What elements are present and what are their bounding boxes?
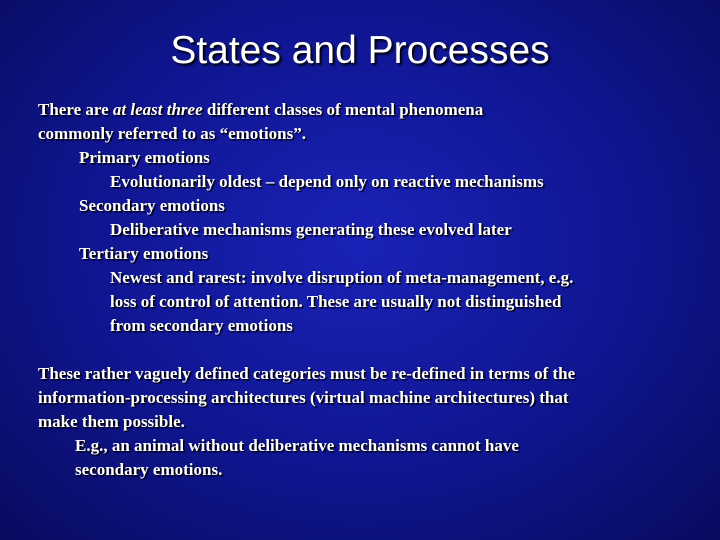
intro-line-1 <box>38 98 698 122</box>
tertiary-emotions-heading: Tertiary emotions <box>79 244 209 263</box>
primary-emotions-description: Evolutionarily oldest – depend only on reactive mechanisms <box>110 172 544 191</box>
intro-emphasis: at least three <box>112 100 203 119</box>
example-line-2: secondary emotions. <box>75 460 223 479</box>
slide-title: States and Processes <box>170 29 550 72</box>
intro-text-post: different classes of mental phenomena <box>202 100 484 119</box>
second-paragraph-line-2: information-processing architectures (virtual machine architectures) that <box>38 388 569 407</box>
tertiary-emotions-description-3: from secondary emotions <box>110 316 293 335</box>
second-paragraph-line-1: These rather vaguely defined categories must be re-defined in terms of the <box>38 364 576 383</box>
example-line-1: E.g., an animal without deliberative mechanisms cannot have <box>75 436 519 455</box>
paragraph-spacer <box>38 338 698 362</box>
intro-text-pre: There are <box>38 100 113 119</box>
secondary-emotions-heading: Secondary emotions <box>79 196 225 215</box>
secondary-emotions-description: Deliberative mechanisms generating these evolved later <box>110 220 512 239</box>
second-paragraph-line-3: make them possible. <box>38 412 185 431</box>
primary-emotions-heading: Primary emotions <box>79 148 210 167</box>
intro-line-2: commonly referred to as “emotions”. <box>38 124 307 143</box>
slide-body <box>38 98 698 482</box>
tertiary-emotions-description-1: Newest and rarest: involve disruption of meta-management, e.g. <box>110 268 574 287</box>
tertiary-emotions-description-2: loss of control of attention. These are usually not distinguished <box>110 292 562 311</box>
